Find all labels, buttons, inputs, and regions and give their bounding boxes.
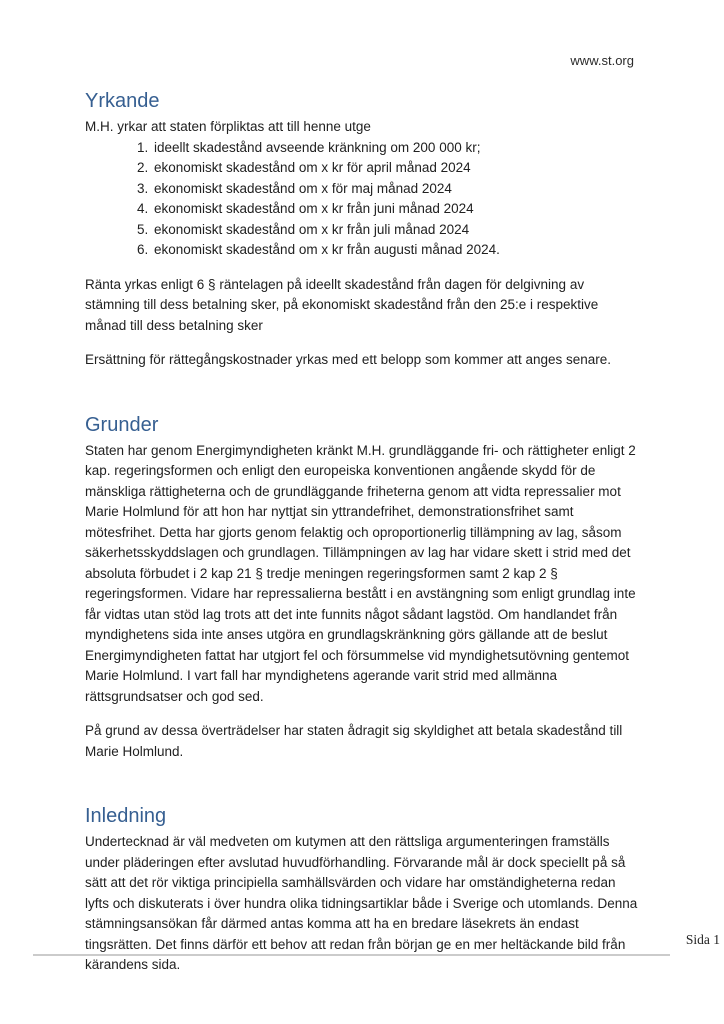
claims-list-item: 6. ekonomiskt skadestånd om x kr från augusti månad 2024.: [152, 240, 641, 261]
interest-claim-paragraph: Ränta yrkas enligt 6 § räntelagen på ideellt skadestånd från dagen för delgivning av stämning till dess betalning sker, på ekonomiskt skadestånd från den 25:e i respektive månad till dess betalning sker: [85, 276, 599, 333]
section-heading-inledning: Inledning: [85, 805, 167, 827]
litigation-costs-paragraph: Ersättning för rättegångskostnader yrkas med ett belopp som kommer att anges senare.: [85, 352, 612, 367]
claims-list-item: 4. ekonomiskt skadestånd om x kr från juni månad 2024: [152, 199, 641, 220]
section-heading-grunder: Grunder: [85, 413, 159, 436]
claims-list-item: 1. ideellt skadestånd avseende kränkning om 200 000 kr;: [152, 138, 641, 159]
header-url: www.st.org: [570, 53, 634, 68]
grunder-conclusion-paragraph: På grund av dessa överträdelser har staten ådragit sig skyldighet att betala skadestånd till Marie Holmlund.: [85, 723, 623, 759]
yrkande-intro-paragraph: M.H. yrkar att staten förpliktas att till henne utge: [85, 119, 371, 134]
claims-list-item: 3. ekonomiskt skadestånd om x för maj månad 2024: [152, 179, 641, 200]
footer-divider: [33, 954, 670, 956]
inledning-paragraph: Undertecknad är väl medveten om kutymen att den rättsliga argumenteringen framställs under pläderingen efter avslutad huvudförhandling. Förvarande mål är dock speciellt på så sätt att det rör viktiga principiella samhällsvärden och vidare har omständigheterna redan lyfts och diskuterats i över hundra olika tidningsartiklar både i Sverige och utomlands. Denna stämningsansökan får därmed antas komma att ha en bredare läsekrets än endast tingsrätten. Det finns därför ett behov att redan från början ge en mer heltäckande bild från kärandens sida.: [85, 834, 638, 972]
page-number: Sida 1: [685, 932, 720, 947]
section-heading-yrkande: Yrkande: [85, 90, 160, 112]
document-content: [85, 0, 641, 976]
claims-list: [85, 138, 641, 261]
claims-list-item: 2. ekonomiskt skadestånd om x kr för april månad 2024: [152, 158, 641, 179]
claims-list-item: 5. ekonomiskt skadestånd om x kr från juli månad 2024: [152, 220, 641, 241]
grunder-main-paragraph: Staten har genom Energimyndigheten kränkt M.H. grundläggande fri- och rättigheter enligt 2 kap. regeringsformen och enligt den europeiska konventionen angående skydd för de mänskliga rättigheterna och de grundläggande friheterna genom att vidta repressalier mot Marie Holmlund för att hon har nyttjat sin yttrandefrihet, demonstrationsfrihet samt mötesfrihet. Detta har gjorts genom felaktig och oproportionerlig tillämpning av lag, såsom säkerhetsskyddslagen och grundlagen. Tillämpningen av lag har vidare skett i strid med det absoluta förbudet i 2 kap 21 § tredje meningen regeringsformen samt 2 kap 2 § regeringsformen. Vidare har repressalierna bestått i en avstängning som enligt grundlag inte får vidtas utan stöd lag trots att det inte funnits något sådant lagstöd. Om handlandet från myndighetens sida inte anses utgöra en grundlagskränkning görs gällande att de beslut Energimyndigheten fattat har utgjort fel och försummelse vid myndighetsutövning gentemot Marie Holmlund. I vart fall har myndighetens agerande varit strid med allmänna rättsgrundsatser och god sed.: [85, 442, 636, 704]
